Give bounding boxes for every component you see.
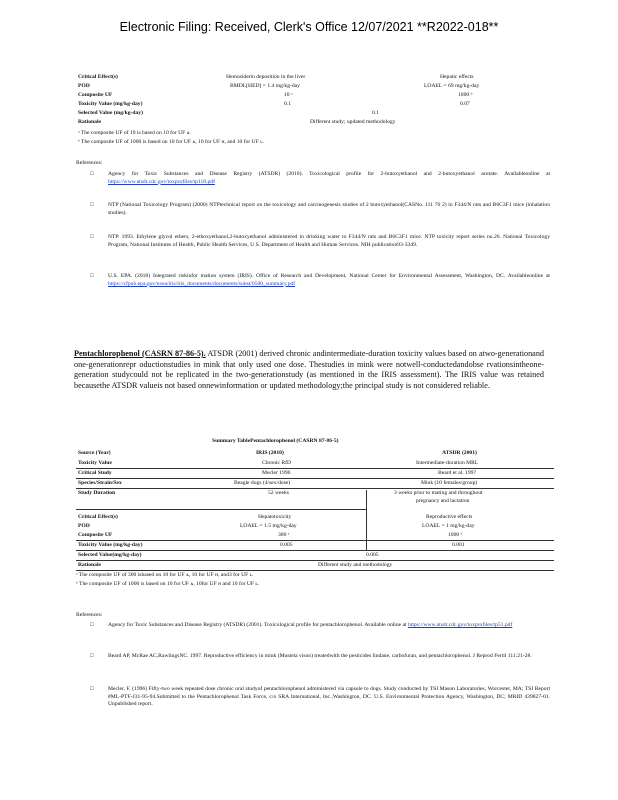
table-row bbox=[76, 506, 554, 514]
reference-link[interactable]: https://www.atsdr.cdc.gov/toxprofiles/tp51.pdf bbox=[407, 622, 513, 628]
table-footnote: ᵃ The composite UF of 10 is based on 10 for UF ᴀ. bbox=[78, 130, 191, 136]
reference-item: □ Agency for Toxic Substances and Disease Registry (ATSDR) (2001). Toxicological profile for pentachlorophenol. Available online at https://www.atsdr.cdc.gov/toxprofiles/tp51.pdf bbox=[90, 622, 513, 628]
table-rule bbox=[76, 509, 366, 510]
reference-item: □ NTP. 1993. Ethylene glycol ethers, 2-ethoxyethanol,2-butoxyethanol administered in drinking water to F344/N rats and B6C3F1 mice. NTP toxicity report series no.26. National Toxicology Program, National Institutes of Health, Public Health Services, U.S. Department of Health and Human Services. NIH publication93-3349. bbox=[90, 234, 550, 248]
reference-link[interactable]: https://cfpub.epa.gov/ncea/iris/iris_documents/documents/subst/0500_summary.pdf bbox=[108, 280, 296, 287]
table-row: Toxicity Value (mg/kg-day) 0.005 0.001 bbox=[78, 542, 465, 548]
table-rule bbox=[76, 478, 554, 479]
references-heading: References: bbox=[76, 612, 103, 618]
table-row: Study Duration 52 weeks 3 weeks prior to mating and throughout bbox=[78, 490, 483, 496]
bullet-icon: □ bbox=[90, 653, 94, 659]
table-row: pregnancy and lactation bbox=[416, 498, 470, 504]
table-rule bbox=[76, 540, 554, 541]
references-heading: References: bbox=[76, 160, 103, 166]
table-row: Rationale Different study; updated methodology bbox=[78, 119, 396, 125]
paragraph-title: Pentachlorophenol (CASRN 87-86-5). bbox=[74, 349, 206, 358]
bullet-icon: □ bbox=[90, 171, 94, 177]
table-row: Toxicity Value Chronic RfD Intermediate-duration MRL bbox=[78, 460, 479, 466]
bullet-icon: □ bbox=[90, 234, 94, 240]
table-title-row: Summary TablePentachlorophenol (CASRN 87-86-5) bbox=[212, 438, 339, 444]
column-divider bbox=[366, 490, 367, 550]
bullet-icon: □ bbox=[90, 202, 94, 208]
table-header-row: Source (Year) IRIS (2010) ATSDR (2001) bbox=[78, 450, 477, 456]
table-row: Species/Strain/Sex Beagle dogs (4/sex/dose) Mink (10 females/group) bbox=[78, 480, 478, 486]
table-rule bbox=[76, 468, 554, 469]
pentachlorophenol-paragraph bbox=[74, 349, 544, 391]
table-footnote: ᵇ The composite UF of 1000 is based on 10 for UF ᴀ, 10for UF ʜ and 10 for UF ʟ. bbox=[76, 581, 260, 587]
table-row: Composite UF 300 ᵃ 1000 ᵇ bbox=[78, 532, 463, 538]
filing-header: Electronic Filing: Received, Clerk's Office 12/07/2021 **R2022-018** bbox=[119, 20, 499, 34]
reference-item: □ Agency for Toxic Substances and Disease Registry (ATSDR) (2010). Toxicological profile for 2-butoxyethanol and 2-butoxyethanol acetate. Availableonline at https://www.atsdr.cdc.gov/toxprofiles/tp118.pdf bbox=[90, 171, 550, 185]
reference-item: □ U.S. EPA. (2018) Integrated riskinfor mation system (IRIS). Office of Research and Development, National Center for Environmental Assessment, Washington, DC. Availableonline at https://cfpub.epa.gov/ncea/iris/iris_documents/documents/subst/0500_summary.pdf bbox=[90, 273, 550, 287]
table-row: Critical Effect(s) Hemosiderin deposition in the liver Hepatic effects bbox=[78, 74, 474, 80]
table-row: POD LOAEL = 1.5 mg/kg-day LOAEL = 1 mg/kg-day bbox=[78, 523, 475, 529]
table-footnote: ᵃ The composite UF of 300 isbased on 10 for UF ᴀ, 10 for UF ʜ, and3 for UF ʟ. bbox=[76, 572, 254, 578]
bullet-icon: □ bbox=[90, 622, 94, 628]
reference-link[interactable]: https://www.atsdr.cdc.gov/toxprofiles/tp118.pdf bbox=[108, 178, 215, 185]
table-row: Selected Value (mg/kg-day) 0.1 bbox=[78, 110, 379, 116]
table-row: Composite UF 10 ᵃ 1000 ᵇ bbox=[78, 92, 473, 98]
table-row: Critical Effect(s) Hepatotoxicity Reproductive effects bbox=[78, 514, 473, 520]
table-row: Selected Value(mg/kg-day) 0.005 bbox=[78, 552, 379, 558]
paragraph-body: ATSDR (2001) derived chronic andintermediate-duration toxicity values based on atwo-generationand one-generationrepr oductionstudies in mink that only used one dose. Thestudies in mink were notwell-conductedandobse rvationsintheone-generation studycould not be replicated in the two-generationstudy (as mentioned in the IRIS assessment). The IRIS value was retained becausethe ATSDR valueis not based onnewinformation or updated methodology;the principal study is not considered reliable. bbox=[74, 349, 545, 390]
table-rule bbox=[76, 550, 554, 551]
reference-item: □ Beard AP, McRae AC,RawlingsNC. 1997. Reproductive efficiency in mink (Mustela vison) treatedwith the pesticides lindane, carbofuran, and pentachlorophenol. J Reprod Fertil 111:21-28. bbox=[90, 653, 532, 659]
reference-item: □ NTP (National Toxicology Program) (2000) NTPtechnical report on the toxicology and carcinogenesis studies of 2 butoxyethanol(CASNo. 111 76 2) in F344/N rats and B6C3F1 mice (inhalation studies). bbox=[90, 202, 550, 216]
table-row: Rationale Different study and methodology bbox=[78, 562, 393, 568]
table-rule bbox=[76, 488, 554, 489]
table-row: Critical Study Mecler 1996 Beard et al. 1997 bbox=[78, 470, 477, 476]
table-row: Toxicity Value (mg/kg-day) 0.1 0.07 bbox=[78, 101, 470, 107]
table-rule bbox=[76, 560, 554, 561]
table-row: POD BMDL[HED] = 1.4 mg/kg-day LOAEL = 69 mg/kg-day bbox=[78, 83, 480, 89]
bullet-icon: □ bbox=[90, 686, 94, 692]
table-rule bbox=[76, 570, 554, 571]
bullet-icon: □ bbox=[90, 273, 94, 279]
reference-item: □ Mecler, F. (1996) Fifty-two week repeated dose chronic oral studyof pentachlorophenol administered via capsule to dogs. Study conducted by TSI Mason Laboratories, Worcester, MA; TSI Report #ML-PTF-J31-95-94.Submitted to the Pentachlorophenol Task Force, c/o SRA International, Inc.,Washington, DC. U.S. Environmental Protection Agency, Washington, DC; MRID 439827-01. Unpublished report. bbox=[90, 686, 550, 708]
table-footnote: ᵇ The composite UF of 1000 is based on 10 for UF ᴀ, 10 for UF ʜ, and 10 for UF ʟ. bbox=[78, 139, 265, 145]
